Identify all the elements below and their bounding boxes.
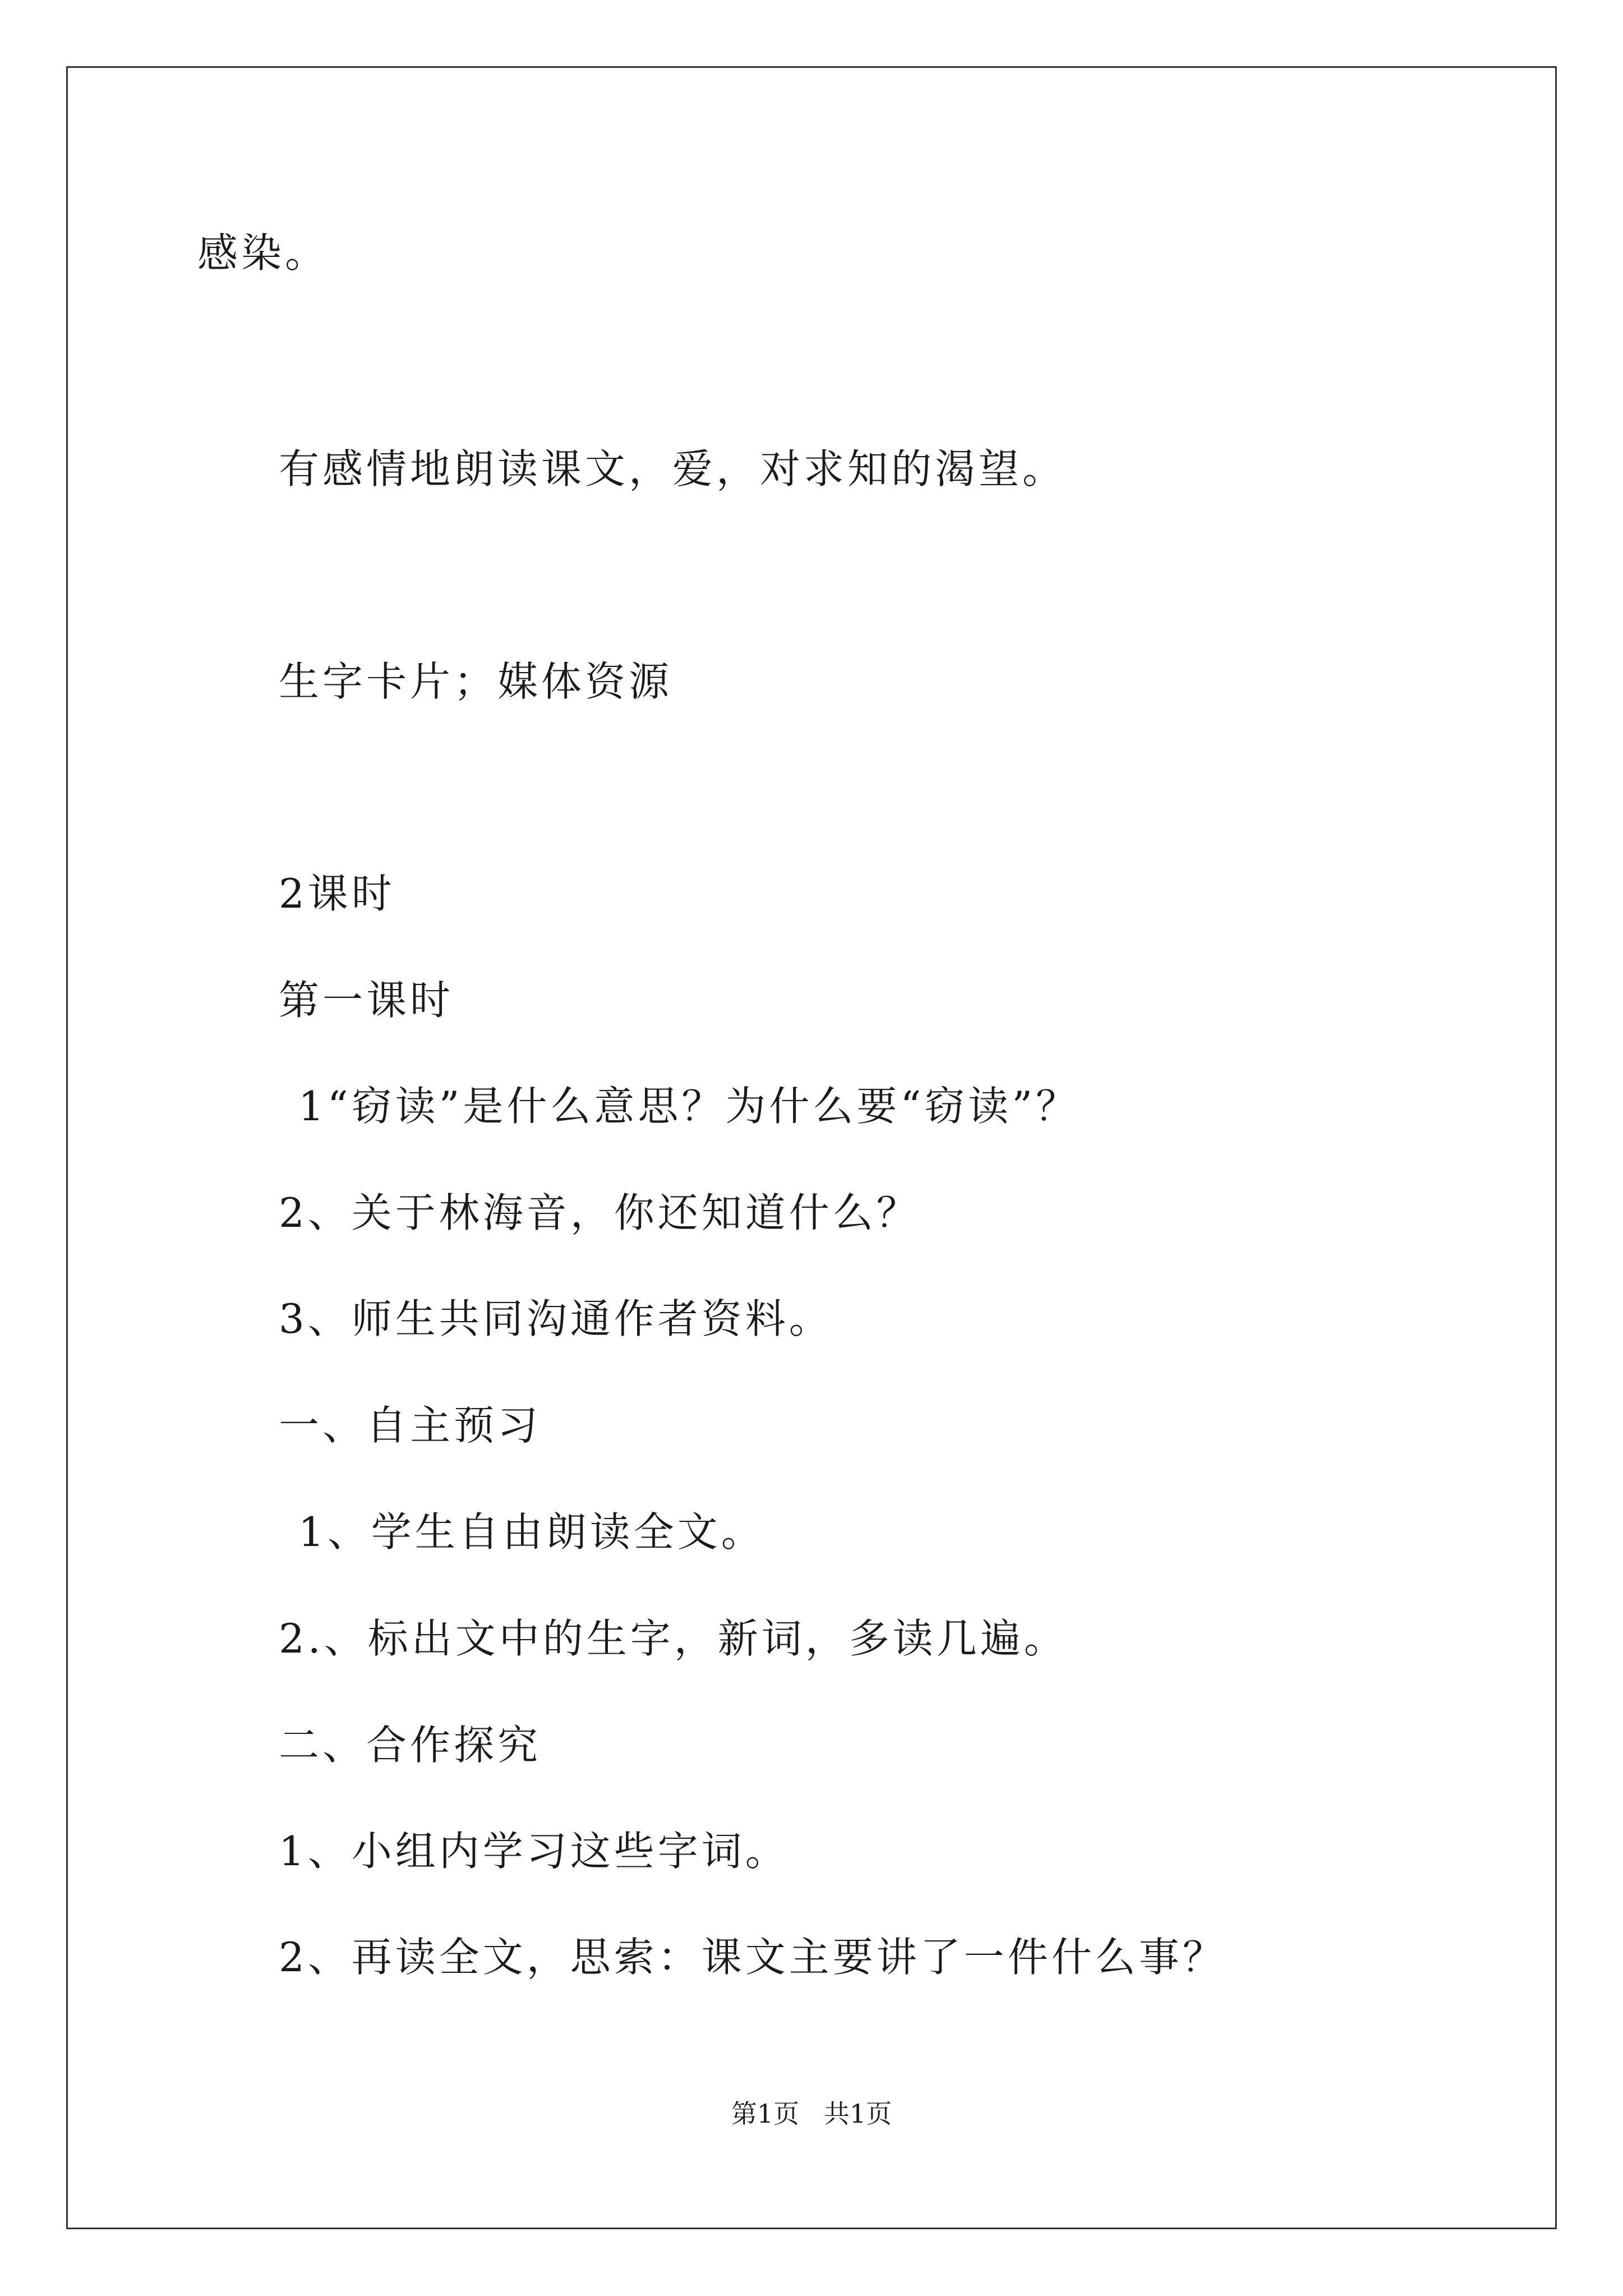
page-border	[66, 66, 1557, 2229]
text-line-item: 2、再读全文，思索：课文主要讲了一件什么事？	[279, 1934, 1227, 1981]
text-line-item: 3、师生共同沟通作者资料。	[279, 1295, 833, 1342]
text-line-goal: 有感情地朗读课文，爱，对求知的渴望。	[279, 445, 1067, 493]
text-line-section-heading: 一、自主预习	[279, 1402, 542, 1449]
text-line-duration: 2课时	[279, 870, 395, 917]
text-line-item: 1、小组内学习这些字词。	[279, 1828, 789, 1875]
text-line-item: 2、关于林海音，你还知道什么？	[279, 1189, 920, 1236]
text-line-item: 1“窃读”是什么意思？为什么要“窃读”？	[298, 1083, 1080, 1130]
text-line-item: 1、学生自由朗读全文。	[298, 1508, 765, 1556]
text-line-materials: 生字卡片；媒体资源	[279, 658, 673, 705]
text-line-first-lesson: 第一课时	[279, 977, 454, 1024]
text-line-continuation: 感染。	[197, 229, 329, 277]
text-line-section-heading: 二、合作探究	[279, 1722, 542, 1769]
page-number-footer: 第1页 共1页	[731, 2099, 892, 2129]
text-line-item: 2.、标出文中的生字，新词，多读几遍。	[279, 1615, 1068, 1662]
